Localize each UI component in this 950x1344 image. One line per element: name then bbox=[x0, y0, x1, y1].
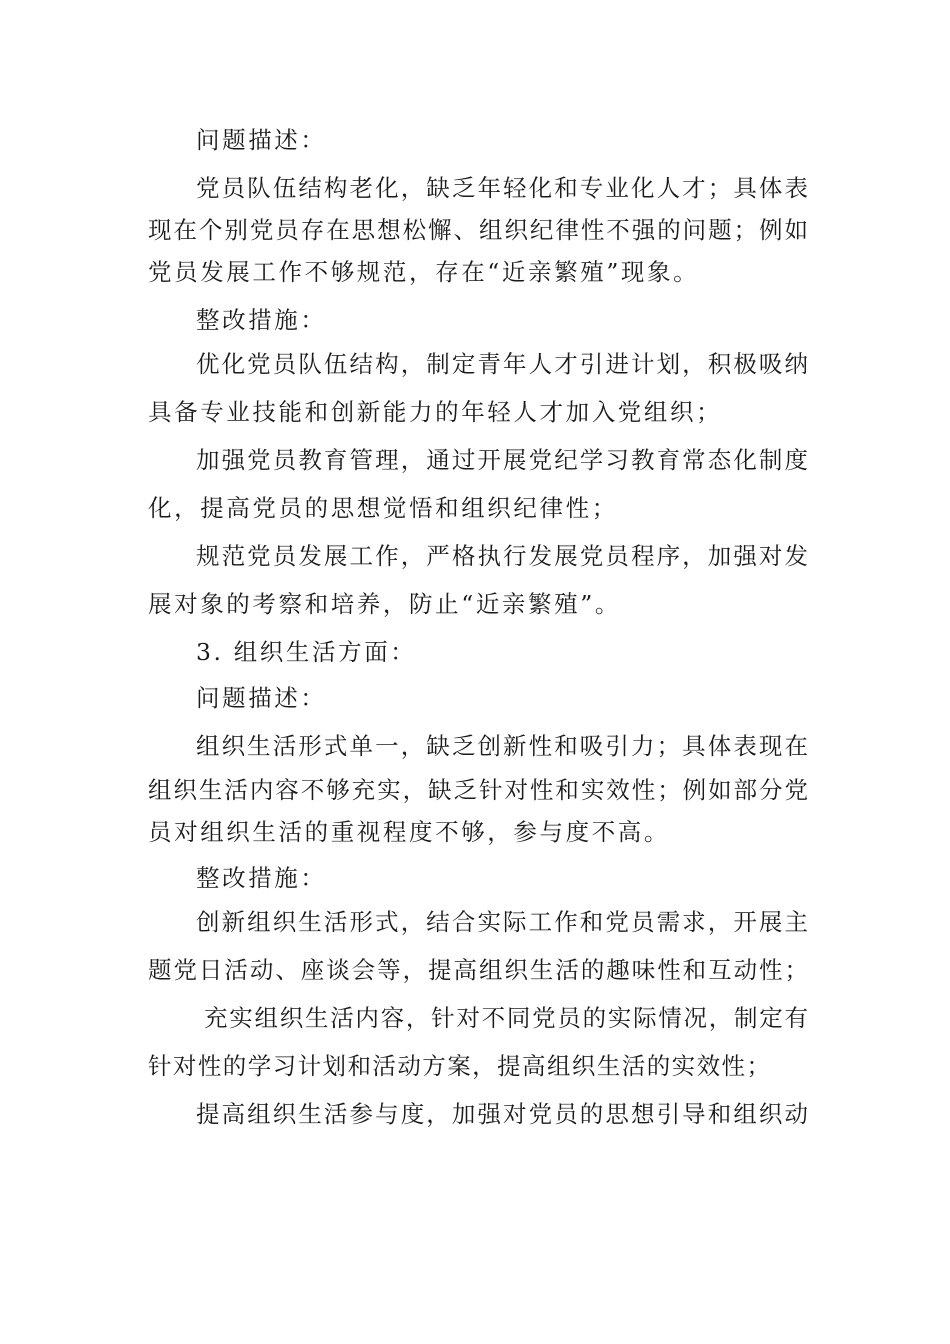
paragraph-line: 党员队伍结构老化，缺乏年轻化和专业化人才；具体表 bbox=[196, 174, 808, 202]
paragraph-line: 充实组织生活内容，针对不同党员的实际情况，制定有 bbox=[204, 1004, 808, 1032]
heading-problem-description: 问题描述： bbox=[196, 126, 327, 154]
paragraph-line: 化，提高党员的思想觉悟和组织纪律性； bbox=[148, 494, 618, 522]
paragraph-line: 员对组织生活的重视程度不够，参与度不高。 bbox=[148, 818, 670, 846]
paragraph-line: 加强党员教育管理，通过开展党纪学习教育常态化制度 bbox=[196, 446, 808, 474]
paragraph-line: 组织生活内容不够充实，缺乏针对性和实效性；例如部分党 bbox=[148, 776, 808, 804]
paragraph-line: 针对性的学习计划和活动方案，提高组织生活的实效性； bbox=[148, 1052, 770, 1080]
heading-rectification-measures: 整改措施： bbox=[196, 864, 327, 892]
section-heading: 3. 组织生活方面： bbox=[196, 638, 417, 666]
heading-problem-description: 问题描述： bbox=[196, 684, 327, 712]
paragraph-line: 创新组织生活形式，结合实际工作和党员需求，开展主 bbox=[196, 908, 808, 936]
paragraph-line: 党员发展工作不够规范，存在“近亲繁殖”现象。 bbox=[148, 258, 700, 286]
paragraph-line: 优化党员队伍结构，制定青年人才引进计划，积极吸纳 bbox=[196, 350, 808, 378]
paragraph-line: 展对象的考察和培养，防止“近亲繁殖”。 bbox=[148, 590, 621, 618]
paragraph-line: 具备专业技能和创新能力的年轻人才加入党组织； bbox=[148, 398, 723, 426]
heading-rectification-measures: 整改措施： bbox=[196, 306, 327, 334]
paragraph-line: 题党日活动、座谈会等，提高组织生活的趣味性和互动性； bbox=[148, 956, 808, 984]
paragraph-line: 现在个别党员存在思想松懈、组织纪律性不强的问题；例如 bbox=[148, 216, 808, 244]
paragraph-line: 规范党员发展工作，严格执行发展党员程序，加强对发 bbox=[196, 542, 808, 570]
paragraph-line: 组织生活形式单一，缺乏创新性和吸引力；具体表现在 bbox=[196, 732, 808, 760]
paragraph-line: 提高组织生活参与度，加强对党员的思想引导和组织动 bbox=[196, 1100, 808, 1128]
